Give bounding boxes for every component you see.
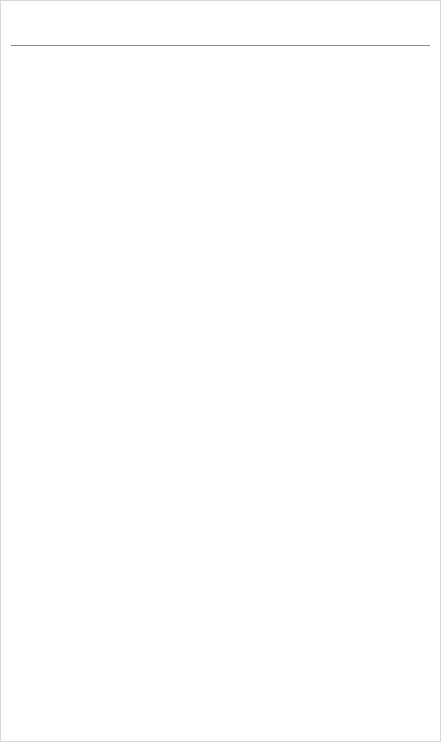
- article-line-15: [11, 460, 430, 489]
- article-line-19: [11, 576, 430, 605]
- article-line-4: [11, 141, 430, 170]
- article-line-23: [11, 692, 430, 721]
- article-line-24: [11, 721, 430, 750]
- article-headline: [11, 9, 430, 46]
- article-line-5: [11, 170, 430, 199]
- article-line-22: [11, 663, 430, 692]
- article-line-21: [11, 634, 430, 663]
- article-line-2: [11, 83, 430, 112]
- article-line-18: [11, 547, 430, 576]
- article-line-7: [11, 228, 430, 257]
- article-line-9: [11, 286, 430, 315]
- article-line-17: [11, 518, 430, 547]
- article-body: [11, 54, 430, 750]
- article-line-3: [11, 112, 430, 141]
- article-line-13: [11, 402, 430, 431]
- article-line-6: [11, 199, 430, 228]
- article-line-8: [11, 257, 430, 286]
- article-line-11: [11, 344, 430, 373]
- article-line-16: [11, 489, 430, 518]
- article-line-12: [11, 373, 430, 402]
- article-line-10: [11, 315, 430, 344]
- article-line-20: [11, 605, 430, 634]
- article-line-1: [11, 54, 430, 83]
- article-line-14: [11, 431, 430, 460]
